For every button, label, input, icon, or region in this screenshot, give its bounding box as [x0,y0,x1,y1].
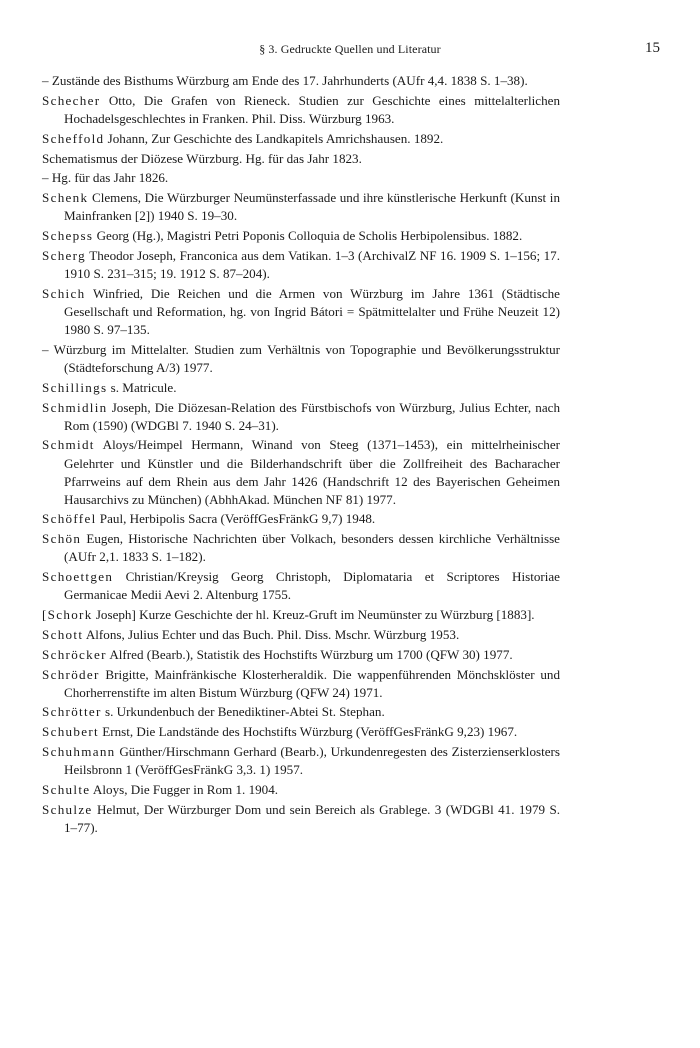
entry-author: Schenk [42,190,89,206]
entry-author: Schmidlin [42,399,108,415]
entry-text: Alfred (Bearb.), Statistik des Hochstifts Würzburg um 1700 (QFW 30) 1977. [106,646,513,662]
entry-author: Schillings [42,379,108,395]
bibliography-list [42,72,560,839]
bibliography-entry [42,341,560,377]
bibliography-entry [42,530,560,566]
entry-text: Aloys, Die Fugger in Rom 1. 1904. [90,782,279,798]
bibliography-entry [42,801,560,837]
entry-text: Helmut, Der Würzburger Dom und sein Bereich als Grablege. 3 (WDGBl 41. 1979 S. 1–77). [64,801,560,835]
entry-author: Schuhmann [42,744,116,760]
entry-text: s. Matricule. [107,379,177,395]
entry-author: Schecher [42,92,101,108]
page-number: 15 [645,40,660,56]
bibliography-entry [42,568,560,604]
bibliography-entry [42,72,560,90]
bibliography-entry [42,606,560,624]
bibliography-entry [42,189,560,225]
entry-text: Christian/Kreysig Georg Christoph, Diplomataria et Scriptores Historiae Germanicae Medii Aevi 2. Altenburg 1755. [64,569,560,603]
entry-text: Schematismus der Diözese Würzburg. Hg. für das Jahr 1823. [42,150,362,166]
entry-author: Schulze [42,801,93,817]
entry-author: Schepss [42,228,94,244]
entry-text: Clemens, Die Würzburger Neumünsterfassade und ihre künstlerische Herkunft (Kunst in Mainfranken [2]) 1940 S. 19–30. [64,190,560,224]
entry-text: Günther/Hirschmann Gerhard (Bearb.), Urkundenregesten des Zisterzienserklosters Heilsbronn 1 (VeröffGesFränkG 3,3. 1) 1957. [64,744,560,778]
entry-text: Otto, Die Grafen von Rieneck. Studien zur Geschichte eines mittelalterlichen Hochadelsgeschlechtes in Franken. Phil. Diss. Würzburg 1963. [64,92,560,126]
entry-text: Paul, Herbipolis Sacra (VeröffGesFränkG 9,7) 1948. [96,511,376,527]
bibliography-entry [42,379,560,397]
entry-text: Eugen, Historische Nachrichten über Volkach, besonders dessen kirchliche Verhältnisse (AUfr 2,1. 1833 S. 1–182). [64,531,560,565]
entry-text: Winfried, Die Reichen und die Armen von Würzburg im Jahre 1361 (Städtische Gesellschaft und Reformation, hg. von Ingrid Bátori = Spätmittelalter und Frühe Neuzeit 12) 1980 S. 97–135. [64,285,560,337]
entry-text: Theodor Joseph, Franconica aus dem Vatikan. 1–3 (ArchivalZ NF 16. 1909 S. 1–156; 17. 1910 S. 231–315; 19. 1912 S. 87–204). [64,248,560,282]
entry-author: Schoettgen [42,569,114,585]
entry-author: Schubert [42,724,99,740]
entry-author: Schröder [42,666,100,682]
bibliography-entry [42,92,560,128]
bibliography-entry [42,666,560,702]
entry-text: Joseph] Kurze Geschichte der hl. Kreuz-Gruft im Neumünster zu Würzburg [1883]. [92,607,535,623]
entry-author: [Schork [42,607,93,623]
bibliography-entry [42,247,560,283]
entry-text: Johann, Zur Geschichte des Landkapitels Amrichshausen. 1892. [104,130,444,146]
entry-text: – Zustände des Bisthums Würzburg am Ende des 17. Jahrhunderts (AUfr 4,4. 1838 S. 1–38). [42,73,528,88]
entry-text: Brigitte, Mainfränkische Klosterheraldik. Die wappenführenden Mönchsklöster und Chorherrenstifte im alten Bistum Würzburg (QFW 24) 1971. [64,666,560,700]
section-heading: § 3. Gedruckte Quellen und Literatur [259,42,441,56]
entry-text: Georg (Hg.), Magistri Petri Poponis Colloquia de Scholis Herbipolensibus. 1882. [93,228,523,244]
running-head [40,40,660,60]
entry-text: – Hg. für das Jahr 1826. [42,170,169,186]
bibliography-entry [42,436,560,508]
entry-text: Ernst, Die Landstände des Hochstifts Würzburg (VeröffGesFränkG 9,23) 1967. [98,724,518,740]
bibliography-entry [42,703,560,721]
bibliography-entry [42,150,560,168]
entry-author: Schott [42,626,84,642]
entry-author: Schrötter [42,704,102,720]
entry-author: Scheffold [42,130,105,146]
bibliography-entry [42,646,560,664]
bibliography-entry [42,510,560,528]
entry-author: Schulte [42,782,91,798]
entry-author: Schöffel [42,511,97,527]
bibliography-entry [42,169,560,187]
entry-text: Alfons, Julius Echter und das Buch. Phil. Diss. Mschr. Würzburg 1953. [83,626,460,642]
entry-author: Schön [42,531,82,547]
entry-author: Schich [42,285,86,301]
bibliography-entry [42,399,560,435]
entry-author: Schröcker [42,646,107,662]
bibliography-entry [42,285,560,339]
bibliography-entry [42,227,560,245]
entry-author: Scherg [42,248,86,263]
bibliography-entry [42,743,560,779]
entry-author: Schmidt [42,437,95,453]
bibliography-entry [42,130,560,148]
entry-text: Aloys/Heimpel Hermann, Winand von Steeg (1371–1453), ein mittelrheinischer Gelehrter und Künstler und die Bilderhandschrift über die Zollfreiheit des Bacharacher Pfarrweins auf dem Rhein aus dem Jahr 1426 (Handschrift 12 des Bayerischen Geheimen Hausarchivs zu München) (AbhhAkad. München NF 81) 1977. [64,437,560,507]
entry-text: – Würzburg im Mittelalter. Studien zum Verhältnis von Topographie und Bevölkerungsstruktur (Städteforschung A/3) 1977. [42,341,560,375]
entry-text: Joseph, Die Diözesan-Relation des Fürstbischofs von Würzburg, Julius Echter, nach Rom (1590) (WDGBl 7. 1940 S. 24–31). [64,399,560,433]
bibliography-entry [42,723,560,741]
bibliography-entry [42,781,560,799]
entry-text: s. Urkundenbuch der Benediktiner-Abtei St. Stephan. [101,704,385,720]
bibliography-entry [42,626,560,644]
